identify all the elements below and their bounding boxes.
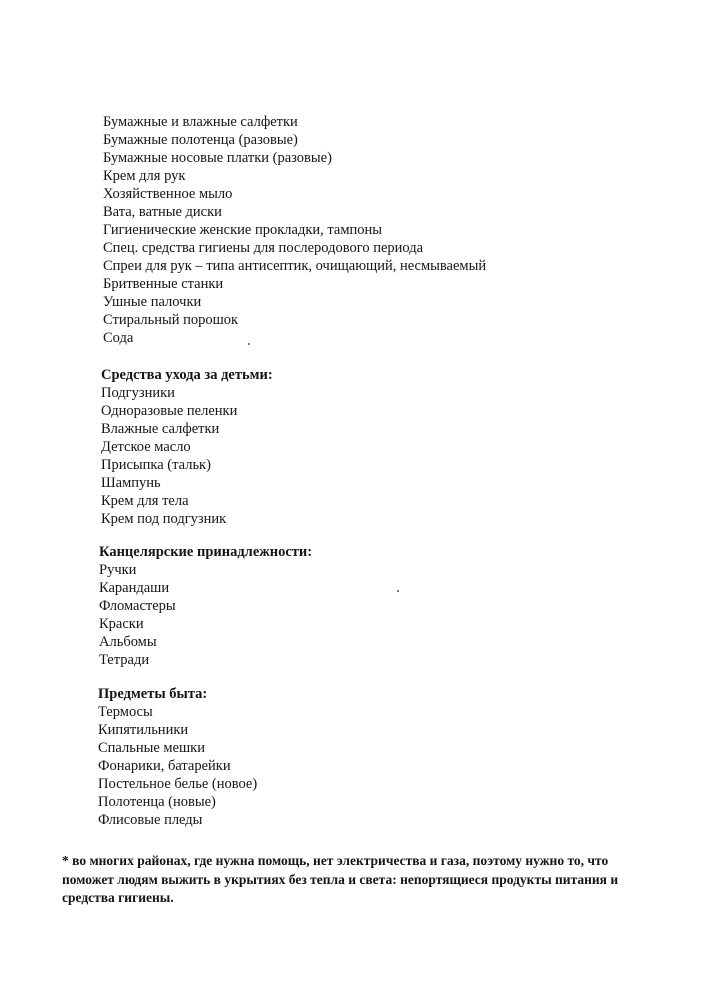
hygiene-item: Ушные палочки <box>103 294 202 310</box>
childcare-item: Детское масло <box>101 439 191 455</box>
stationery-heading: Канцелярские принадлежности: <box>99 544 313 560</box>
household-item: Фонарики, батарейки <box>98 758 231 774</box>
hygiene-item: Бумажные носовые платки (разовые) <box>103 150 332 166</box>
childcare-item: Крем под подгузник <box>101 511 227 527</box>
hygiene-item: Спреи для рук – типа антисептик, очищающий, несмываемый <box>103 258 487 274</box>
stationery-item: Ручки <box>99 562 137 578</box>
footnote: * во многих районах, где нужна помощь, нет электричества и газа, поэтому нужно то, что поможет людям выжить в укрытиях без тепла и света: непортящиеся продукты питания и средства гигиены. <box>62 853 619 905</box>
household-heading: Предметы быта: <box>98 686 208 702</box>
hygiene-item: Сода <box>103 330 134 346</box>
childcare-item: Одноразовые пеленки <box>101 403 238 419</box>
hygiene-item: Вата, ватные диски <box>103 204 222 220</box>
stationery-item: Фломастеры <box>99 598 176 614</box>
stationery-item: Тетради <box>99 652 150 668</box>
childcare-item: Присыпка (тальк) <box>101 457 211 473</box>
childcare-heading: Средства ухода за детьми: <box>101 367 273 383</box>
hygiene-item: Гигиенические женские прокладки, тампоны <box>103 222 383 238</box>
childcare-item: Влажные салфетки <box>101 421 220 437</box>
childcare-item: Подгузники <box>101 385 175 401</box>
stationery-item: Краски <box>99 616 144 632</box>
scan-speck <box>248 343 250 345</box>
stationery-item: Карандаши <box>99 580 170 596</box>
hygiene-item: Стиральный порошок <box>103 312 239 328</box>
hygiene-item: Бумажные и влажные салфетки <box>103 114 298 130</box>
hygiene-item: Бумажные полотенца (разовые) <box>103 132 298 148</box>
childcare-item: Шампунь <box>101 475 161 491</box>
scan-speck <box>397 590 399 592</box>
hygiene-item: Хозяйственное мыло <box>103 186 233 202</box>
childcare-item: Крем для тела <box>101 493 189 509</box>
household-item: Полотенца (новые) <box>98 794 216 810</box>
stationery-item: Альбомы <box>99 634 157 650</box>
hygiene-item: Крем для рук <box>103 168 186 184</box>
household-item: Флисовые пледы <box>98 812 203 828</box>
hygiene-item: Бритвенные станки <box>103 276 224 292</box>
hygiene-item: Спец. средства гигиены для послеродового периода <box>103 240 424 256</box>
household-item: Термосы <box>98 704 153 720</box>
household-item: Спальные мешки <box>98 740 205 756</box>
household-item: Кипятильники <box>98 722 189 738</box>
household-item: Постельное белье (новое) <box>98 776 258 792</box>
